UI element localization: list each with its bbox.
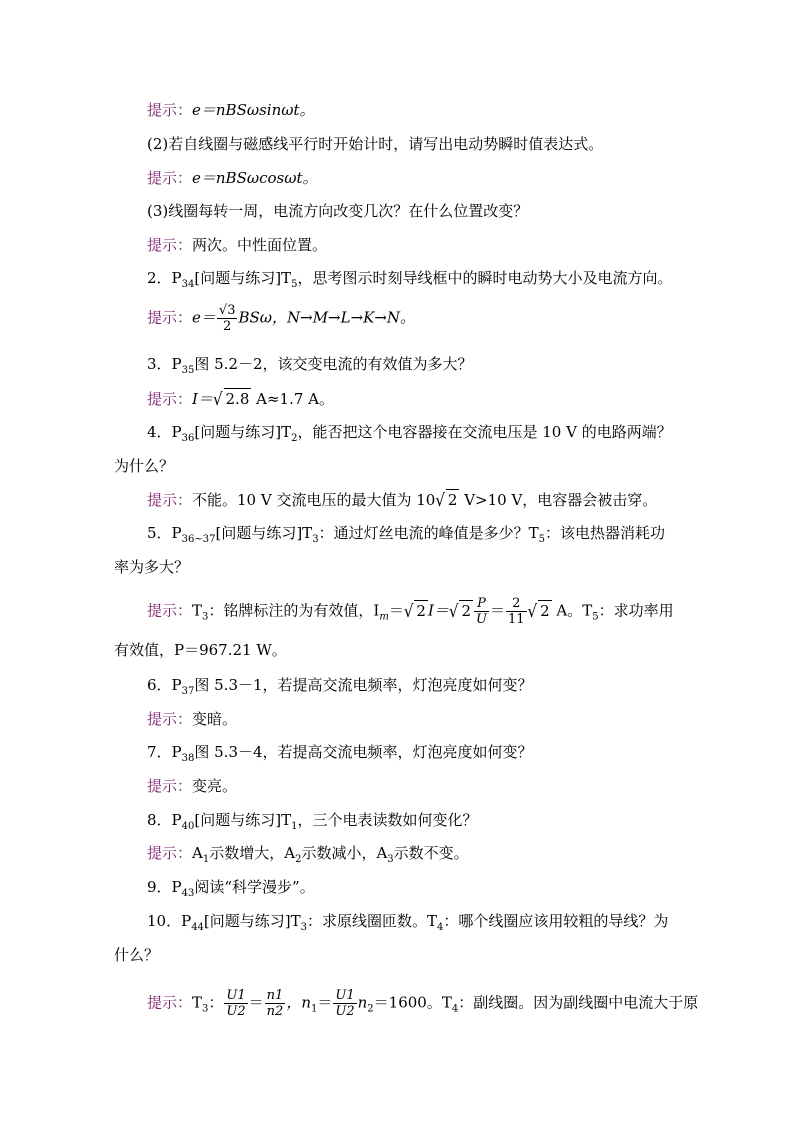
question-3 xyxy=(147,201,528,221)
task-subscript: 5 xyxy=(592,611,599,623)
hint-label: 提示： xyxy=(147,777,193,795)
formula-subscript: 2 xyxy=(367,1003,374,1015)
numerator: U1 xyxy=(226,988,246,1003)
item-text: 图 5.3－4，若提高交流电频率，灯泡亮度如何变？ xyxy=(194,743,533,761)
answer-text: ：副线圈。因为副线圈中电流大于原 xyxy=(458,993,699,1012)
item-number: 10．P xyxy=(147,912,192,930)
item-number: 5．P xyxy=(147,524,182,542)
task-subscript: 5 xyxy=(538,534,545,545)
item-number: 6．P xyxy=(147,676,182,694)
item-5-continued xyxy=(114,557,189,577)
radical-sign: √ xyxy=(403,600,414,621)
task-subscript: 3 xyxy=(202,1003,209,1015)
page-subscript: 36~37 xyxy=(181,534,216,545)
fraction xyxy=(217,303,238,334)
answer-text: T xyxy=(192,993,203,1012)
hint-label: 提示： xyxy=(147,236,193,254)
formula: n xyxy=(357,993,368,1012)
item-number: 9．P xyxy=(147,878,182,896)
item-2 xyxy=(147,268,672,288)
item-number: 8．P xyxy=(147,811,182,829)
numerator: P xyxy=(474,596,489,612)
formula: ＝ xyxy=(489,601,505,620)
hint-label: 提示： xyxy=(147,710,193,728)
numerator: U1 xyxy=(335,988,355,1003)
page-subscript: 36 xyxy=(181,433,195,444)
hint-label: 提示： xyxy=(147,390,193,408)
answer-text: A。T xyxy=(551,601,593,620)
item-text: 什么？ xyxy=(114,946,160,964)
formula: ，n xyxy=(286,993,311,1012)
item-6 xyxy=(147,675,533,695)
task-subscript: 3 xyxy=(312,534,319,545)
answer-text: ： xyxy=(208,993,224,1012)
hint-label: 提示： xyxy=(147,601,193,620)
page-subscript: 34 xyxy=(181,279,195,290)
hint-line-11 xyxy=(147,988,698,1019)
question-text: (2)若自线圈与磁感线平行时开始计时，请写出电动势瞬时值表达式。 xyxy=(147,135,604,153)
item-10-continued xyxy=(114,945,159,965)
denominator: U2 xyxy=(335,1004,355,1019)
page-subscript: 35 xyxy=(181,365,195,376)
answer-text: 变亮。 xyxy=(192,777,238,795)
item-text: ：通过灯丝电流的峰值是多少？T xyxy=(318,524,539,542)
formula: e＝ xyxy=(192,308,216,327)
formula: I＝ xyxy=(427,601,449,620)
item-4 xyxy=(147,422,672,442)
hint-label: 提示： xyxy=(147,308,193,327)
item-number: 3．P xyxy=(147,355,182,373)
item-text: [问题与练习]T xyxy=(194,811,292,829)
formula: e＝nBSωcosωt。 xyxy=(192,169,318,187)
item-number: 4．P xyxy=(147,423,182,441)
task-subscript: 5 xyxy=(291,279,298,290)
hint-label: 提示： xyxy=(147,169,193,187)
task-subscript: 2 xyxy=(291,433,298,444)
question-2 xyxy=(147,134,603,154)
radicand: 2 xyxy=(416,601,426,620)
hint-line-10 xyxy=(147,843,469,863)
item-text: ：该电热器消耗功 xyxy=(544,524,665,542)
radical-sign: √ xyxy=(448,600,459,621)
page-subscript: 37 xyxy=(181,686,195,697)
answer-text: 示数不变。 xyxy=(393,844,469,862)
radical-sign: √ xyxy=(527,600,538,621)
answer-text: ：求功率用 xyxy=(598,601,674,620)
radical-sign: √ xyxy=(435,489,445,511)
fraction xyxy=(333,988,356,1019)
answer-text: ＝1600。T xyxy=(373,993,452,1012)
answer-text: ：铭牌标注的为有效值，I xyxy=(208,601,380,620)
item-text: [问题与练习]T xyxy=(215,524,313,542)
hint-label: 提示： xyxy=(147,101,193,119)
item-text: [问题与练习]T xyxy=(203,912,301,930)
task-subscript: 4 xyxy=(437,922,444,933)
denominator: 11 xyxy=(507,612,525,627)
fraction xyxy=(506,596,527,627)
radicand: 2 xyxy=(461,601,471,620)
radicand: 2 xyxy=(447,491,458,509)
formula: ＝ xyxy=(248,993,264,1012)
item-5 xyxy=(147,523,665,543)
item-text: [问题与练习]T xyxy=(194,269,292,287)
page-subscript: 40 xyxy=(181,821,195,832)
answer-text: 两次。中性面位置。 xyxy=(192,236,328,254)
answer-text: 示数减小，A xyxy=(301,844,388,862)
denominator: 2 xyxy=(223,319,232,334)
fraction xyxy=(474,596,489,627)
meter-subscript: 2 xyxy=(295,854,302,865)
hint-line-5 xyxy=(147,388,334,409)
hint-line-1 xyxy=(147,100,315,120)
hint-line-8 xyxy=(147,709,237,729)
item-text: ，三个电表读数如何变化？ xyxy=(297,811,478,829)
answer-text: 有效值，P＝967.21 W。 xyxy=(114,641,287,659)
hint-label: 提示： xyxy=(147,993,193,1012)
hint-line-2 xyxy=(147,168,317,188)
formula-subscript: m xyxy=(379,611,389,623)
answer-text: A xyxy=(192,844,203,862)
item-text: 阅读“科学漫步”。 xyxy=(194,878,315,896)
numerator: 2 xyxy=(506,596,527,612)
hint-7-continued xyxy=(114,640,287,660)
item-number: 7．P xyxy=(147,743,182,761)
formula: I＝ xyxy=(192,390,213,408)
denominator: U2 xyxy=(226,1004,246,1019)
formula: A≈1.7 A。 xyxy=(251,390,334,408)
hint-label: 提示： xyxy=(147,491,193,509)
item-text: ：哪个线圈应该用较粗的导线？为 xyxy=(443,912,669,930)
item-number: 2．P xyxy=(147,269,182,287)
formula: BSω，N→M→L→K→N。 xyxy=(238,308,416,327)
radicand: 2.8 xyxy=(225,390,250,408)
hint-label: 提示： xyxy=(147,844,193,862)
answer-text: 示数增大，A xyxy=(209,844,296,862)
hint-line-4 xyxy=(147,303,415,334)
denominator: U xyxy=(476,612,487,627)
formula: ＝ xyxy=(388,601,404,620)
question-text: (3)线圈每转一周，电流方向改变几次？在什么位置改变？ xyxy=(147,202,529,220)
task-subscript: 1 xyxy=(291,821,298,832)
page-subscript: 43 xyxy=(181,888,195,899)
page-subscript: 44 xyxy=(191,922,204,933)
hint-line-3 xyxy=(147,235,327,255)
radicand: 2 xyxy=(540,601,550,620)
item-text: ：求原线圈匝数。T xyxy=(307,912,438,930)
denominator: n2 xyxy=(266,1004,284,1019)
task-subscript: 3 xyxy=(202,611,209,623)
answer-text: V>10 V，电容器会被击穿。 xyxy=(459,491,658,509)
item-text: 图 5.3－1，若提高交流电频率，灯泡亮度如何变？ xyxy=(194,676,533,694)
item-7 xyxy=(147,742,533,762)
item-10 xyxy=(147,911,668,931)
numerator: n1 xyxy=(266,988,284,1003)
task-subscript: 4 xyxy=(451,1003,459,1015)
item-3 xyxy=(147,354,473,374)
formula: ＝ xyxy=(317,993,333,1012)
hint-line-6 xyxy=(147,489,657,510)
item-4-continued xyxy=(114,456,174,476)
numerator: √3 xyxy=(218,303,236,318)
item-text: 为什么？ xyxy=(114,457,175,475)
hint-line-9 xyxy=(147,776,237,796)
answer-text: 变暗。 xyxy=(192,710,238,728)
item-text: 率为多大？ xyxy=(114,558,190,576)
fraction xyxy=(265,988,286,1019)
item-text: [问题与练习]T xyxy=(194,423,292,441)
formula: e＝nBSωsinωt。 xyxy=(192,101,315,119)
radical-sign: √ xyxy=(212,388,223,410)
meter-subscript: 1 xyxy=(202,854,210,865)
task-subscript: 3 xyxy=(300,922,308,933)
item-text: 图 5.2－2，该交变电流的有效值为多大？ xyxy=(194,355,473,373)
formula-subscript: 1 xyxy=(311,1003,318,1015)
item-8 xyxy=(147,810,477,830)
answer-text: 不能。10 V 交流电压的最大值为 10 xyxy=(192,491,436,509)
hint-line-7 xyxy=(147,596,674,627)
item-text: ，思考图示时刻导线框中的瞬时电动势大小及电流方向。 xyxy=(297,269,673,287)
fraction xyxy=(224,988,247,1019)
item-9 xyxy=(147,877,315,897)
answer-text: T xyxy=(192,601,203,620)
page-subscript: 38 xyxy=(181,753,195,764)
item-text: ，能否把这个电容器接在交流电压是 10 V 的电路两端？ xyxy=(297,423,672,441)
meter-subscript: 3 xyxy=(387,854,394,865)
